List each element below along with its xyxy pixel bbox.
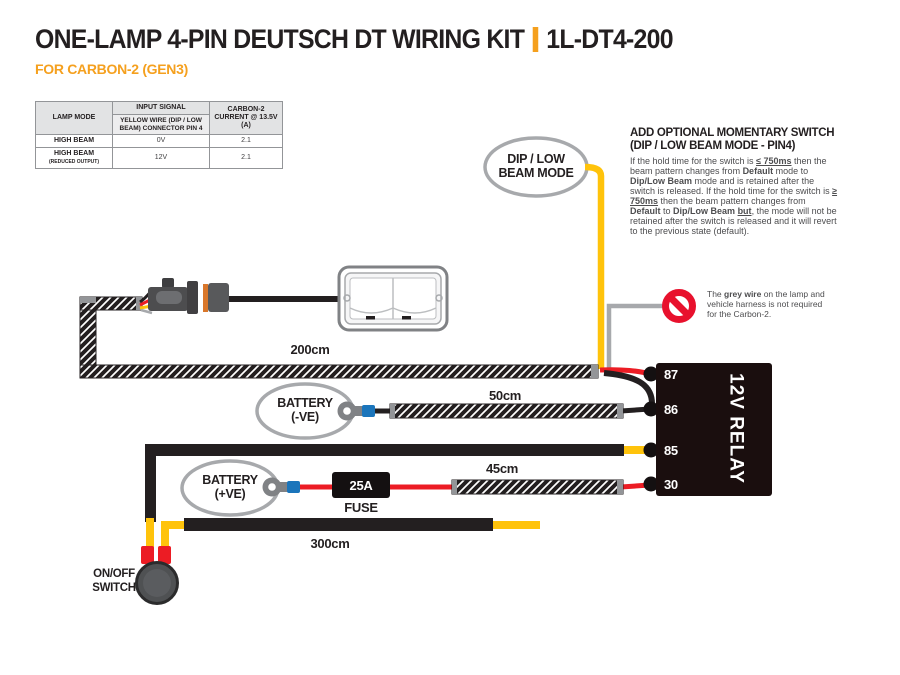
battery-neg-line2: (-VE): [291, 409, 319, 424]
lamp-mode-spec-table: [35, 101, 283, 169]
dip-beam-label-line2: BEAM MODE: [498, 165, 574, 180]
fuse-label: FUSE: [344, 500, 378, 515]
red-crimp-icon: [141, 546, 154, 564]
dim-label-200cm: 200cm: [290, 342, 330, 357]
dip-beam-mode-label: [488, 153, 584, 180]
on-off-switch-icon: [137, 546, 178, 604]
battery-positive-label: [182, 474, 278, 501]
battery-neg-line1: BATTERY: [277, 396, 333, 410]
page-subtitle: FOR CARBON-2 (GEN3): [35, 61, 188, 77]
deutsch-connector-female: [203, 283, 229, 312]
dim-label-300cm: 300cm: [310, 536, 350, 551]
dim-label-50cm: 50cm: [488, 388, 522, 403]
relay-label: 12V RELAY: [725, 373, 747, 484]
blue-crimp-icon: [287, 481, 300, 493]
lamp-mode-note: (REDUCED OUTPUT): [49, 159, 99, 165]
lamp-mode-cell: [36, 148, 113, 169]
table-row: [36, 135, 283, 148]
input-signal-header: INPUT SIGNAL: [113, 102, 210, 115]
on-off-switch-label: [86, 568, 142, 595]
lamp-mode-cell: HIGH BEAM: [36, 135, 113, 148]
note-body: If the hold time for the switch is ≤ 750ms then the beam pattern changes from Default mode to Dip/Low Beam mode and is retained after the switch is released. If the hold time for the switch is ≥ 750ms then the beam pattern changes from Default to Dip/Low Beam but, the mode will not be retained after the switch is released and it will revert to the previous state (default).: [630, 156, 838, 236]
relay-pin-label-86: 86: [664, 402, 678, 417]
title-divider-bar: [532, 27, 538, 52]
deutsch-connector-male: [148, 278, 198, 314]
lamp-icon: [229, 267, 447, 330]
table-row: [36, 148, 283, 169]
page-header: [35, 24, 673, 55]
relay-pin-label-85: 85: [664, 443, 678, 458]
grey-wire-note: The grey wire on the lamp and vehicle harness is not required for the Carbon-2.: [707, 289, 825, 320]
blue-crimp-icon: [362, 405, 375, 417]
current-cell: 2.1: [210, 148, 283, 169]
battery-negative-label: [257, 397, 353, 424]
input-signal-cell: 0V: [113, 135, 210, 148]
no-entry-icon: [666, 293, 693, 320]
current-cell: 2.1: [210, 135, 283, 148]
carbon2-current-header: CARBON-2 CURRENT @ 13.5V (A): [210, 102, 283, 135]
battery-pos-line1: BATTERY: [202, 473, 258, 487]
product-code: 1L-DT4-200: [546, 24, 673, 54]
lamp-mode-header: LAMP MODE: [36, 102, 113, 135]
fuse-rating-label: 25A: [349, 478, 373, 493]
dip-beam-label-line1: DIP / LOW: [507, 152, 565, 166]
dip-beam-yellow-wire: [585, 167, 601, 369]
lamp-mode-text: HIGH BEAM: [53, 150, 95, 157]
relay-pin-label-30: 30: [664, 477, 678, 492]
note-heading-line1: ADD OPTIONAL MOMENTARY SWITCH: [630, 127, 835, 139]
page-title: ONE-LAMP 4-PIN DEUTSCH DT WIRING KIT: [35, 24, 525, 54]
battery-pos-line2: (+VE): [214, 486, 246, 501]
note-heading-line2: (DIP / LOW BEAM MODE - PIN4): [630, 139, 796, 152]
input-signal-cell: 12V: [113, 148, 210, 169]
momentary-switch-note: [630, 127, 838, 236]
input-signal-subheader: YELLOW WIRE (DIP / LOW BEAM) CONNECTOR PIN 4: [113, 115, 210, 135]
relay-icon: [644, 363, 773, 496]
dim-label-45cm: 45cm: [485, 461, 519, 476]
relay-pin-label-87: 87: [664, 367, 678, 382]
switch-label-line1: ON/OFF: [93, 568, 135, 580]
switch-label-line2: SWITCH: [92, 581, 136, 594]
